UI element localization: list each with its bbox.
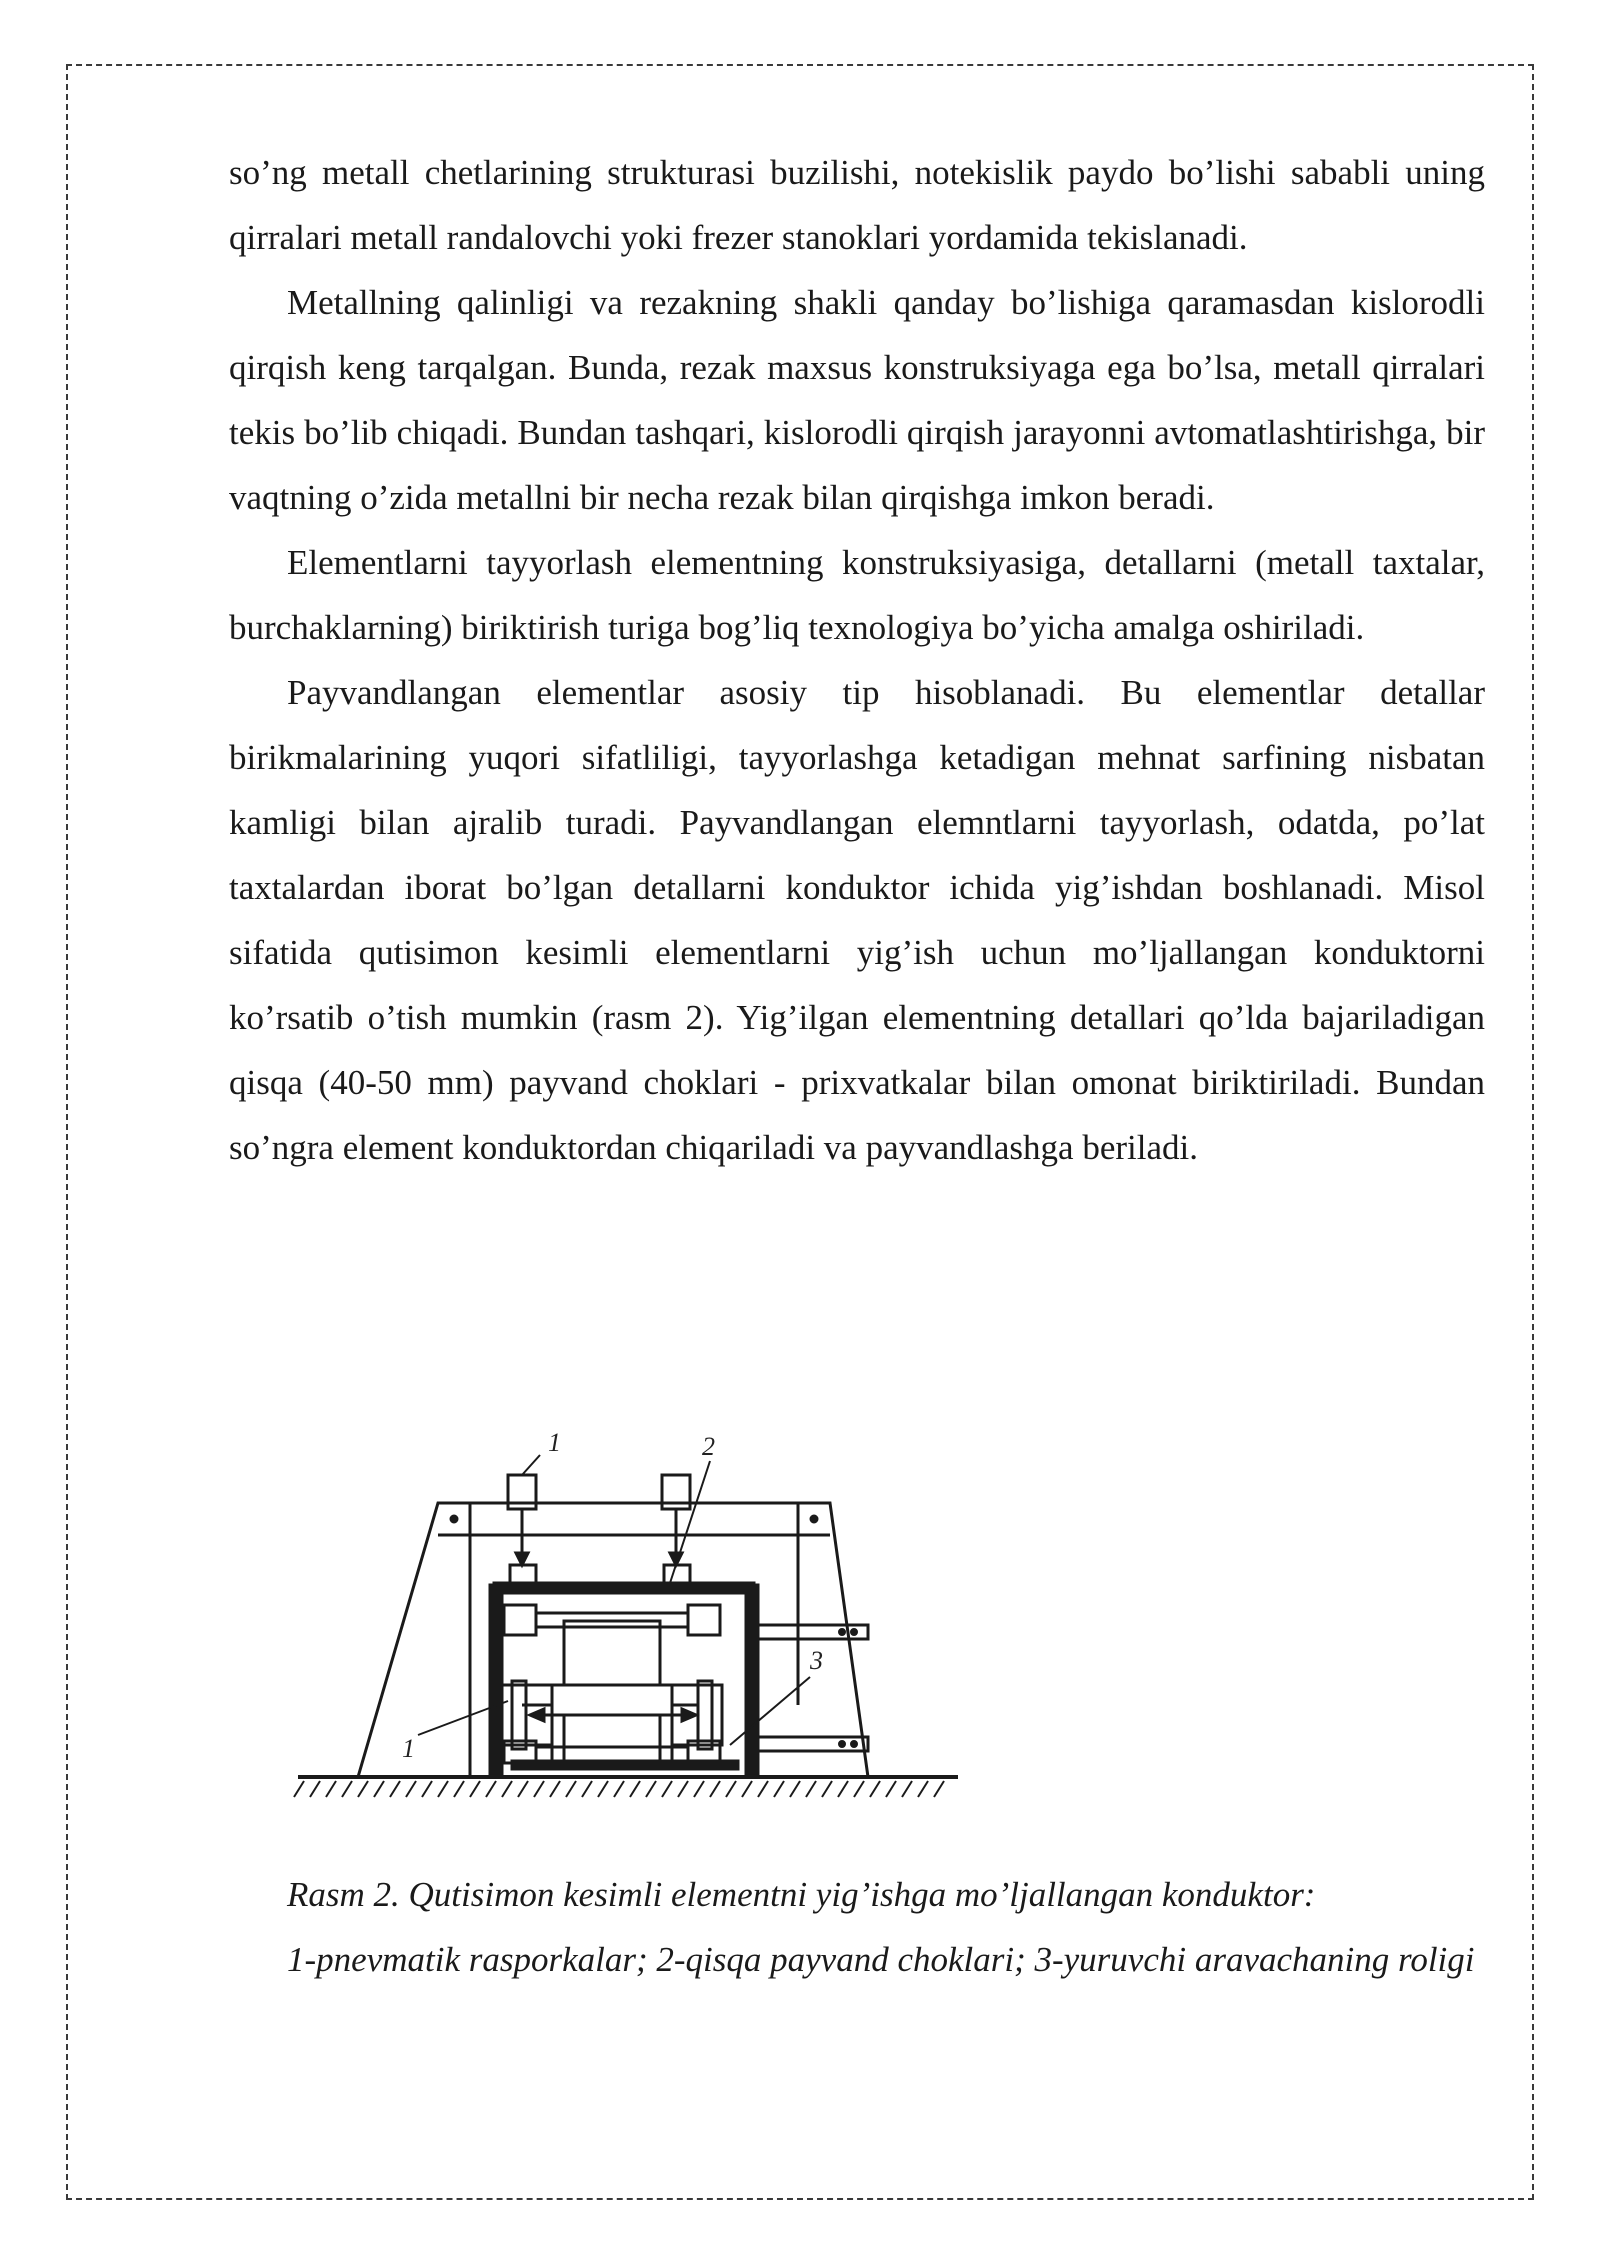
- element-upper: [564, 1621, 660, 1685]
- conductor-drawing: [290, 1415, 970, 1815]
- paragraph-1: so’ng metall chetlarining strukturasi buzilishi, notekislik paydo bo’lishi sababli uning qirralari metall randalovchi yoki frezer stanoklari yordamida tekislanadi.: [229, 153, 1485, 257]
- element-center: [552, 1685, 672, 1765]
- label-1-left: 1: [402, 1734, 415, 1763]
- conductor-diagram: [290, 1415, 970, 1815]
- ground-hatching: [294, 1781, 944, 1797]
- body-text: [229, 140, 1485, 1180]
- label-3: 3: [810, 1646, 823, 1675]
- paragraph-4: Payvandlangan elementlar asosiy tip hisoblanadi. Bu elementlar detallar birikmalarining yuqori sifatliligi, tayyorlashga ketadigan mehnat sarfining nisbatan kamligi bilan ajralib turadi. Payvandlangan elemntlarni tayyorlash, odatda, po’lat taxtalardan iborat bo’lgan detallarni konduktor ichida yig’ishdan boshlanadi. Misol sifatida qutisimon kesimli elementlarni yig’ish uchun mo’ljallangan konduktorni ko’rsatib o’tish mumkin (rasm 2). Yig’ilgan elementning detallari qo’lda bajariladigan qisqa (40-50 mm) payvand choklari - prixvatkalar bilan omonat biriktiriladi. Bundan so’ngra element konduktordan chiqariladi va payvandlashga beriladi.: [229, 673, 1485, 1167]
- paragraph-3: Elementlarni tayyorlash elementning konstruksiyasiga, detallarni (metall taxtalar, burchaklarning) biriktirish turiga bog’liq texnologiya bo’yicha amalga oshiriladi.: [229, 543, 1485, 647]
- figure-caption: [229, 1862, 1485, 1992]
- paragraph-2: Metallning qalinligi va rezakning shakli qanday bo’lishiga qaramasdan kislorodli qirqish keng tarqalgan. Bunda, rezak maxsus konstruksiyaga ega bo’lsa, metall qirralari tekis bo’lib chiqadi. Bundan tashqari, kislorodli qirqish jarayonni avtomatlashtirishga, bir vaqtning o’zida metallni bir necha rezak bilan qirqishga imkon beradi.: [229, 283, 1485, 517]
- label-1-top: 1: [548, 1428, 561, 1457]
- label-2: 2: [702, 1432, 715, 1461]
- right-wall: [746, 1585, 758, 1777]
- left-wall: [490, 1585, 502, 1777]
- caption-title: Rasm 2. Qutisimon kesimli elementni yig’ishga mo’ljallangan konduktor:: [287, 1875, 1316, 1914]
- caption-legend: 1-pnevmatik rasporkalar; 2-qisqa payvand choklari; 3-yuruvchi aravachaning roligi: [287, 1940, 1475, 1979]
